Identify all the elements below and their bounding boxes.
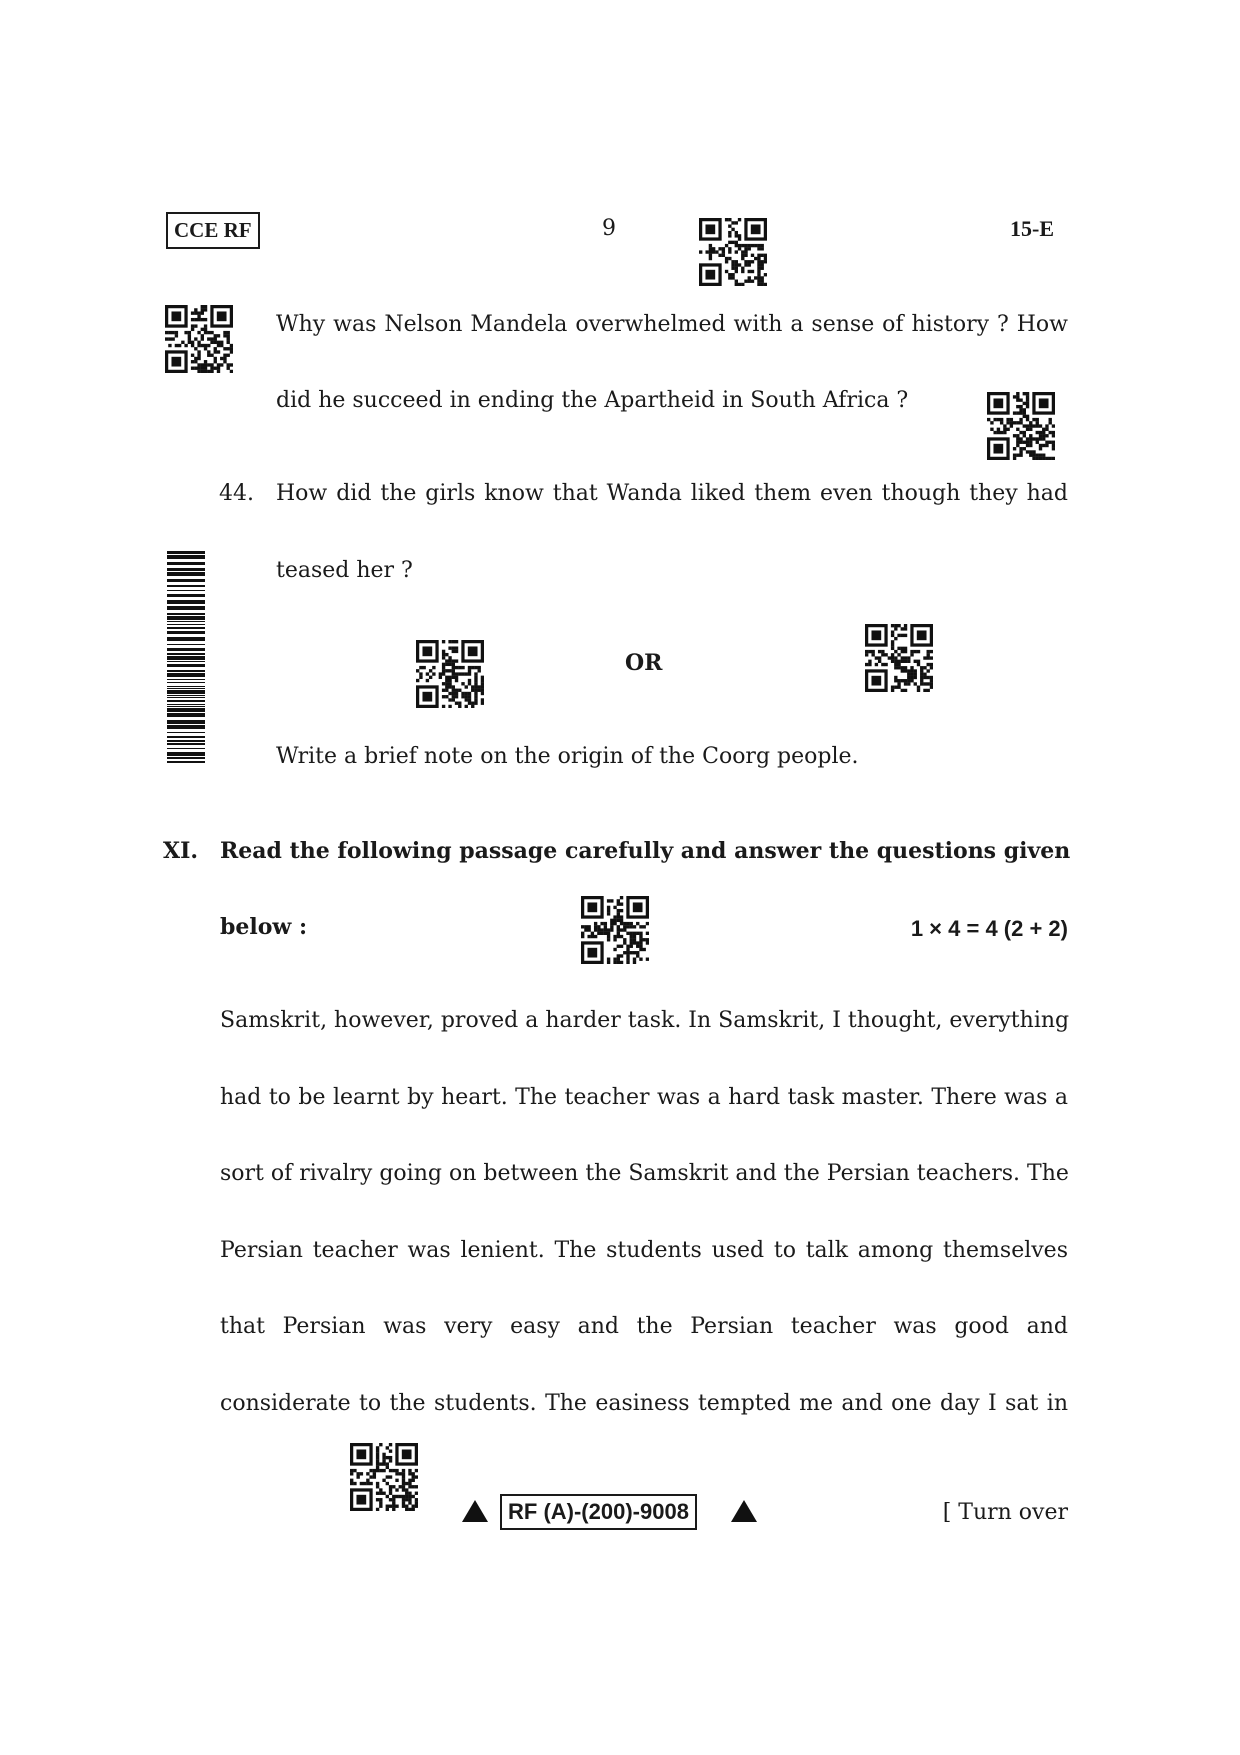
barcode-bar <box>167 600 205 604</box>
barcode-bar <box>167 627 205 629</box>
qr-code-footer <box>350 1443 418 1511</box>
barcode-bar <box>167 585 205 587</box>
barcode-bar <box>167 679 205 680</box>
barcode-bar <box>167 616 205 620</box>
barcode-bar <box>167 690 205 694</box>
barcode-bar <box>167 686 205 687</box>
barcode-bar <box>167 613 205 615</box>
qr-code-header <box>699 218 767 286</box>
qr-code-or-right <box>865 624 933 692</box>
barcode-bar <box>167 697 205 698</box>
barcode-bar <box>167 708 205 712</box>
qr-pattern <box>581 896 649 964</box>
subject-code: 15-E <box>1010 216 1054 241</box>
barcode-bar <box>167 590 205 591</box>
barcode-bar <box>167 757 205 759</box>
paper-code-box <box>166 212 260 249</box>
barcode-bar <box>167 740 205 742</box>
barcode-bar <box>167 725 205 729</box>
barcode-bar <box>167 568 205 571</box>
barcode-bar <box>167 562 205 565</box>
qr-pattern <box>865 624 933 692</box>
triangle-left-icon <box>462 1500 488 1522</box>
barcode-bar <box>167 732 205 733</box>
triangle-right-icon <box>731 1500 757 1522</box>
barcode-bar <box>167 720 205 724</box>
barcode-bar <box>167 656 205 660</box>
question-44-number: 44. <box>219 481 254 506</box>
qr-code-section <box>581 896 649 964</box>
paper-code: CCE RF <box>174 218 252 242</box>
marks-allocation: 1 × 4 = 4 (2 + 2) <box>910 916 1068 941</box>
question-44-alternative: Write a brief note on the origin of the Coorg people. <box>276 744 859 769</box>
barcode-bar <box>167 688 205 689</box>
qr-pattern <box>699 218 767 286</box>
barcode-bar <box>167 748 205 749</box>
passage-line: had to be learnt by heart. The teacher was a hard task master. There was a <box>220 1085 1068 1110</box>
question-44-line-1: How did the girls know that Wanda liked them even though they had <box>276 481 1068 506</box>
barcode-bar <box>167 594 205 597</box>
barcode-bar <box>167 743 205 745</box>
barcode-bar <box>167 673 205 677</box>
qr-pattern <box>165 305 233 373</box>
section-instruction-line-1: Read the following passage carefully and answer the questions given <box>220 838 1071 864</box>
passage-line: sort of rivalry going on between the Samskrit and the Persian teachers. The <box>220 1161 1069 1186</box>
barcode-bar <box>167 682 205 683</box>
passage-line: Persian teacher was lenient. The students used to talk among themselves <box>220 1238 1068 1263</box>
barcode-bar <box>167 579 205 582</box>
page-number: 9 <box>602 216 616 241</box>
barcode-bar <box>167 664 205 667</box>
qr-code-right <box>987 392 1055 460</box>
passage-line: Samskrit, however, proved a harder task. In Samskrit, I thought, everything <box>220 1008 1070 1033</box>
barcode-bar <box>167 631 205 634</box>
barcode-bar <box>167 695 205 696</box>
barcode-bar <box>167 624 205 625</box>
barcode-bar <box>167 644 205 645</box>
barcode-bar <box>167 551 205 554</box>
barcode-bar <box>167 653 205 655</box>
barcode-bar <box>167 661 205 662</box>
qr-pattern <box>987 392 1055 460</box>
question-43-or-line-1: Why was Nelson Mandela overwhelmed with a sense of history ? How <box>276 312 1068 337</box>
section-instruction-line-2: below : <box>220 914 308 940</box>
barcode-bar <box>167 606 205 610</box>
or-separator: OR <box>625 650 663 676</box>
question-43-or-line-2: did he succeed in ending the Apartheid in South Africa ? <box>276 388 909 413</box>
barcode-bar <box>167 706 205 707</box>
barcode-bar <box>167 704 205 705</box>
passage-line: that Persian was very easy and the Persian teacher was good and <box>220 1314 1068 1339</box>
barcode-bar <box>167 713 205 717</box>
barcode-bar <box>167 761 205 763</box>
turn-over-note: [ Turn over <box>942 1500 1068 1525</box>
barcode-bar <box>167 648 205 651</box>
qr-pattern <box>416 640 484 708</box>
barcode-bar <box>167 637 205 641</box>
side-barcode <box>167 551 205 767</box>
footer-code-box <box>500 1494 697 1530</box>
barcode-bar <box>167 752 205 756</box>
barcode-bar <box>167 670 205 672</box>
barcode-bar <box>167 621 205 622</box>
barcode-bar <box>167 572 205 576</box>
section-numeral: XI. <box>163 838 199 864</box>
qr-code-left-top <box>165 305 233 373</box>
question-44-line-2: teased her ? <box>276 558 413 583</box>
footer-code: RF (A)-(200)-9008 <box>508 1499 689 1524</box>
passage-line: considerate to the students. The easiness tempted me and one day I sat in <box>220 1391 1068 1416</box>
qr-pattern <box>350 1443 418 1511</box>
qr-code-or-left <box>416 640 484 708</box>
barcode-bar <box>167 736 205 738</box>
barcode-bar <box>167 700 205 702</box>
barcode-bar <box>167 555 205 559</box>
